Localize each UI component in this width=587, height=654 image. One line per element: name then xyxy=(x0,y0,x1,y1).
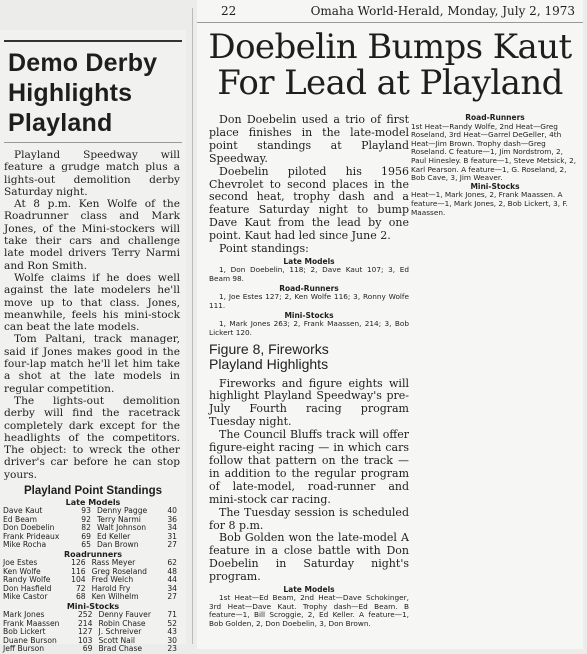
left-headline xyxy=(4,40,182,143)
driver-name-cell: Duane Burson xyxy=(3,635,57,645)
article-paragraph: Doebelin piloted his 1956 Chevrolet to second places in the second heat, trophy dash and a feature Saturday night to bump Dave Kaut from the lead by one point. Kaut had led since June 2. xyxy=(209,164,409,243)
right-clipping xyxy=(197,0,583,649)
point-group-name: Mini-Stocks xyxy=(284,311,334,321)
driver-name-cell: Randy Wolfe xyxy=(3,575,51,585)
point-group-text: 1, Mark Jones 263; 2, Frank Maassen, 214; 3, Bob Lickert 120. xyxy=(209,319,409,337)
driver-name-cell: Mike Rocha xyxy=(3,540,47,550)
masthead-title: Omaha World-Herald, Monday, July 2, 1973 xyxy=(310,4,575,18)
standings-table xyxy=(3,507,183,550)
driver-name-cell: Don Hasfield xyxy=(3,583,52,593)
standings-title: Playland Point Standings xyxy=(23,485,163,498)
points-cell: 252 xyxy=(77,609,93,619)
table-row xyxy=(3,645,183,654)
points-cell: 23 xyxy=(167,644,177,654)
points-cell: 126 xyxy=(71,557,86,567)
driver-name-cell: Jeff Burson xyxy=(3,644,45,654)
left-headline-line: Demo Derby xyxy=(8,49,158,77)
points-cell: 62 xyxy=(167,557,177,567)
standings-group-name: Roadrunners xyxy=(64,549,122,559)
table-row xyxy=(3,593,183,602)
points-cell: 69 xyxy=(81,531,91,541)
main-column xyxy=(209,114,409,628)
article-paragraph: Point standings: xyxy=(219,242,309,256)
points-cell: 34 xyxy=(167,583,177,593)
results-group-name: Late Models xyxy=(283,585,335,595)
driver-name-cell: Denny Fauver xyxy=(98,609,151,619)
results-column xyxy=(411,114,579,217)
points-cell: 82 xyxy=(81,523,91,533)
results-text: 1st Heat—Ed Beam, 2nd Heat—Dave Schokinger, 3rd Heat—Dave Kaut. Trophy dash—Ed Beam. B feature—1, Bill Scroggie, 2, Ed Keller. A feature—1, Bob Golden, 2, Don Doebelin, 3, Don Brown. xyxy=(209,593,409,628)
points-cell: 27 xyxy=(167,540,177,550)
results-group-name: Mini-Stocks xyxy=(470,181,520,191)
right-headline-line: For Lead at Playland xyxy=(217,63,563,103)
results-text: 1st Heat—Randy Wolfe, 2nd Heat—Greg Roseland, 3rd Heat—Garrel DeGeller, 4th Heat—Jim Brown. Trophy dash—Greg Roseland. C feature—1, Jim Nordstrom, 2, Paul Hinesley. B feature—1, Steve Metsick, 2, Karl Pearson. A feature—1, G. Roseland, 2, Bob Cave, 3, Jim Weaver. xyxy=(411,121,577,183)
standings-group-name: Late Models xyxy=(65,498,121,508)
points-cell: 116 xyxy=(71,566,86,576)
standings-table xyxy=(3,559,183,602)
article-paragraph: At 8 p.m. Ken Wolfe of the Roadrunner class and Mark Jones, of the Mini-stockers will take their cars and challenge late model drivers Terry Narmi and Ron Smith. xyxy=(4,198,180,272)
driver-name-cell: Ed Beam xyxy=(3,514,37,524)
driver-name-cell: Joe Estes xyxy=(3,557,38,567)
standings-table xyxy=(3,611,183,654)
subheadline xyxy=(209,342,409,372)
driver-name-cell: Ed Keller xyxy=(96,531,131,541)
driver-name-cell: Dan Brown xyxy=(96,540,139,550)
left-headline-line: Highlights xyxy=(8,79,133,107)
table-row xyxy=(3,541,183,550)
points-cell: 43 xyxy=(167,627,177,637)
points-cell: 30 xyxy=(167,635,177,645)
driver-name-cell: Brad Chase xyxy=(98,644,143,654)
points-cell: 104 xyxy=(71,575,86,585)
driver-name-cell: Ken Wilhelm xyxy=(91,592,139,602)
driver-name-cell: Terry Narmi xyxy=(96,514,141,524)
article-paragraph: The lights-out demolition derby will find the racetrack completely dark except for the headlights of the competitors. The object: to wreck the other driver's car before he can stop yours. xyxy=(4,394,180,481)
points-cell: 36 xyxy=(167,514,177,524)
point-group-text: 1, Don Doebelin, 118; 2, Dave Kaut 107; 3, Ed Beam 98. xyxy=(209,264,409,283)
standings-group-name: Mini-Stocks xyxy=(66,601,120,611)
left-headline-line: Playland xyxy=(8,109,113,137)
results-group-name: Road-Runners xyxy=(465,113,525,122)
driver-name-cell: Scott Nail xyxy=(98,635,136,645)
page-number: 22 xyxy=(221,4,237,18)
subheadline-line: Figure 8, Fireworks xyxy=(209,340,329,357)
points-cell: 69 xyxy=(82,644,93,654)
driver-name-cell: Dave Kaut xyxy=(3,506,43,516)
article-paragraph: Playland Speedway will feature a grudge match plus a lights-out demolition derby Saturday night. xyxy=(4,149,180,198)
point-group-text: 1, Joe Estes 127; 2, Ken Wolfe 116; 3, Ronny Wolfe 111. xyxy=(209,292,409,310)
driver-name-cell: Robin Chase xyxy=(98,618,146,628)
points-cell: 92 xyxy=(81,514,91,524)
points-cell: 71 xyxy=(167,609,177,619)
masthead xyxy=(197,0,583,23)
points-cell: 72 xyxy=(75,583,86,593)
results-text: Heat—1, Mark Jones, 2, Frank Maassen. A feature—1, Mark Jones, 2, Bob Lickert, 3, F. Maassen. xyxy=(411,190,568,217)
points-cell: 34 xyxy=(167,523,177,533)
driver-name-cell: Frank Maassen xyxy=(3,618,60,628)
article-paragraph: Fireworks and figure eights will highlight Playland Speedway's pre-July Fourth racing program Tuesday night. xyxy=(209,376,409,429)
point-group-name: Road-Runners xyxy=(279,284,339,294)
standings-tables xyxy=(0,498,186,654)
points-cell: 65 xyxy=(81,540,91,550)
points-cell: 93 xyxy=(81,506,91,516)
left-article-body xyxy=(4,149,180,481)
driver-name-cell: Walt Johnson xyxy=(96,523,147,533)
left-clipping xyxy=(0,30,186,654)
driver-name-cell: Ken Wolfe xyxy=(3,566,41,576)
article-paragraph: Bob Golden won the late-model A feature in a close battle with Don Doebelin in Saturday night's program. xyxy=(209,531,409,584)
points-cell: 127 xyxy=(77,627,93,637)
points-cell: 103 xyxy=(77,635,93,645)
article-paragraph: Don Doebelin used a trio of first place finishes in the late-model point standings at Playland Speedway. xyxy=(209,113,409,165)
article-paragraph: Tom Paltani, track manager, said if Jones makes good in the four-lap match he'll let him take a shot at the late models in regular competition. xyxy=(4,333,180,395)
driver-name-cell: Mark Jones xyxy=(3,609,45,619)
driver-name-cell: Mike Castor xyxy=(3,592,48,602)
right-headline-line: Doebelin Bumps Kaut xyxy=(208,27,572,67)
driver-name-cell: Bob Lickert xyxy=(3,627,46,637)
points-cell: 31 xyxy=(167,531,177,541)
subheadline-line: Playland Highlights xyxy=(209,355,329,372)
driver-name-cell: Denny Pagge xyxy=(96,506,148,516)
article-paragraph: The Tuesday session is scheduled for 8 p.m. xyxy=(209,505,409,532)
driver-name-cell: Greg Roseland xyxy=(91,566,147,576)
article-paragraph: Wolfe claims if he does well against the late modelers he'll move up to that class. Jones, meanwhile, feels his mini-stock can beat the late models. xyxy=(4,271,180,334)
driver-name-cell: Frank Prideaux xyxy=(3,531,60,541)
points-cell: 27 xyxy=(167,592,177,602)
right-headline xyxy=(201,29,579,101)
points-cell: 40 xyxy=(167,506,177,516)
driver-name-cell: Harold Fry xyxy=(91,583,131,593)
points-cell: 44 xyxy=(167,575,177,585)
points-cell: 52 xyxy=(167,618,177,628)
driver-name-cell: Fred Welch xyxy=(91,575,134,585)
points-cell: 214 xyxy=(77,618,93,628)
points-cell: 48 xyxy=(167,566,177,576)
column-divider xyxy=(192,8,193,644)
driver-name-cell: Rass Meyer xyxy=(91,557,136,567)
driver-name-cell: J. Schreiver xyxy=(98,627,142,637)
point-group-name: Late Models xyxy=(283,256,335,266)
driver-name-cell: Don Doebelin xyxy=(3,523,55,533)
article-paragraph: The Council Bluffs track will offer figure-eight racing — in which cars follow that pattern on the track — in addition to the regular program of late-model, road-runner and mini-stock car racing. xyxy=(209,428,409,506)
points-cell: 68 xyxy=(75,592,86,602)
